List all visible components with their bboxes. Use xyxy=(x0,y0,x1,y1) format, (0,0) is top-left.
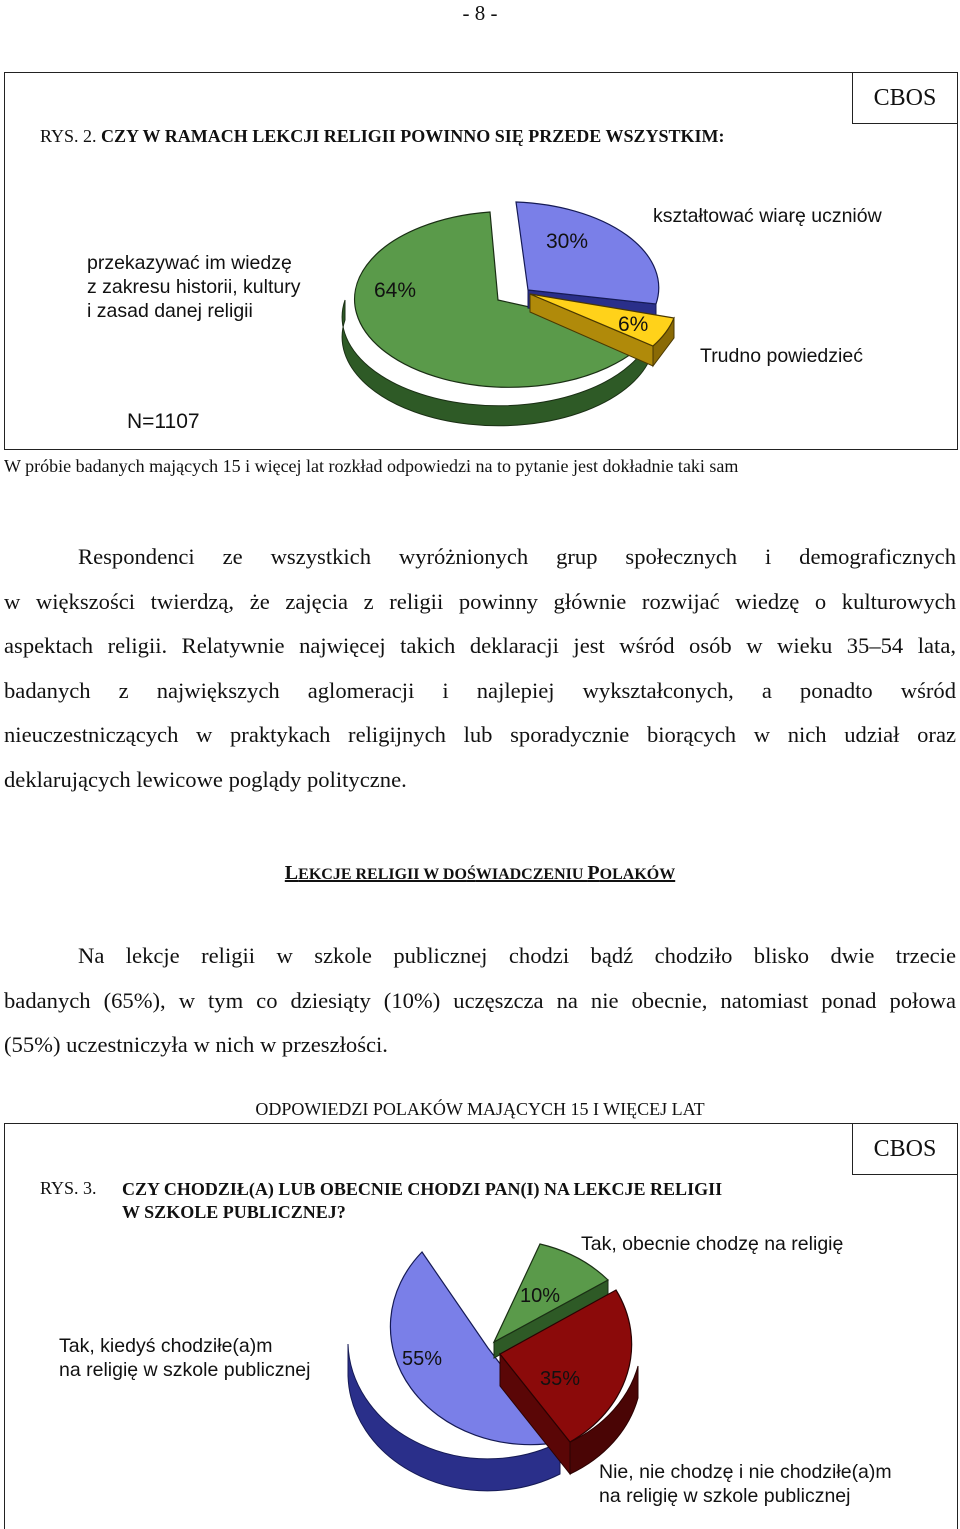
pie-label-64: 64% xyxy=(374,279,417,302)
pie-label-6: 6% xyxy=(618,313,649,336)
legend-current: Tak, obecnie chodzę na religię xyxy=(581,1233,844,1255)
pie-label-10: 10% xyxy=(520,1285,561,1307)
figure-3-cbos-badge: CBOS xyxy=(852,1123,958,1175)
legend-never-line-2: na religię w szkole publicznej xyxy=(599,1485,851,1507)
figure-3-rys: RYS. 3. xyxy=(40,1178,97,1198)
figure-2-title xyxy=(40,126,724,147)
figure-2-question: CZY W RAMACH LEKCJI RELIGII POWINNO SIĘ PRZEDE WSZYSTKIM: xyxy=(101,126,725,146)
paragraph-2-line-1: Na lekcje religii w szkole publicznej chodzi bądź chodziło blisko dwie trzecie xyxy=(78,943,956,968)
legend-history-line-1: przekazywać im wiedzę xyxy=(87,252,292,274)
paragraph-1-line-2: w większości twierdzą, że zajęcia z religii powinny głównie rozwijać wiedzę o kulturowych xyxy=(4,588,956,614)
legend-faith: kształtować wiarę uczniów xyxy=(653,205,882,227)
paragraph-1-line-6: deklarujących lewicowe poglądy polityczne. xyxy=(4,766,407,792)
paragraph-1-line-1: Respondenci ze wszystkich wyróżnionych grup społecznych i demograficznych xyxy=(78,544,956,569)
paragraph-1 xyxy=(4,535,956,803)
figure-3-title-line-1: CZY CHODZIŁ(A) LUB OBECNIE CHODZI PAN(I) NA LEKCJE RELIGII xyxy=(122,1179,723,1199)
legend-hard: Trudno powiedzieć xyxy=(700,345,863,367)
legend-past-line-2: na religię w szkole publicznej xyxy=(59,1359,311,1381)
legend-history-line-3: i zasad danej religii xyxy=(87,300,253,322)
pie-label-35: 35% xyxy=(540,1368,581,1390)
paragraph-1-line-3: aspektach religii. Relatywnie najwięcej takich deklaracji jest wśród osób w wieku 35–54 lata, xyxy=(4,633,956,659)
figure-2-cbos-badge: CBOS xyxy=(852,72,958,124)
paragraph-1-line-5: nieuczestniczących w praktykach religijnych lub sporadycznie biorących w nich udział oraz xyxy=(4,722,956,748)
figure-3-title xyxy=(122,1178,722,1224)
figure-2-note: W próbie badanych mających 15 i więcej lat rozkład odpowiedzi na to pytanie jest dokładnie taki sam xyxy=(4,456,739,476)
legend-history xyxy=(87,251,300,323)
legend-never-line-1: Nie, nie chodzę i nie chodziłe(a)m xyxy=(599,1461,892,1483)
pie-label-55: 55% xyxy=(402,1348,443,1370)
figure-3-title-line-2: W SZKOLE PUBLICZNEJ? xyxy=(122,1202,346,1222)
section-heading: LEKCJE RELIGII W DOŚWIADCZENIU POLAKÓW xyxy=(284,862,676,884)
paragraph-2-line-3: (55%) uczestniczyła w nich w przeszłości. xyxy=(4,1032,388,1058)
pie-label-30: 30% xyxy=(546,230,589,253)
paragraph-2-line-2: badanych (65%), w tym co dziesiąty (10%) uczęszcza na nie obecnie, natomiast ponad połowa xyxy=(4,987,956,1013)
sample-size: N=1107 xyxy=(127,410,200,433)
legend-history-line-2: z zakresu historii, kultury xyxy=(87,276,301,298)
paragraph-2 xyxy=(4,934,956,1068)
legend-never xyxy=(599,1460,892,1508)
page-number: - 8 - xyxy=(462,1,498,25)
legend-past xyxy=(59,1334,310,1382)
figure-2-rys: RYS. 2. xyxy=(40,126,97,146)
figure-3-caption: ODPOWIEDZI POLAKÓW MAJĄCYCH 15 I WIĘCEJ LAT xyxy=(255,1099,705,1119)
pie-slice-faith-top xyxy=(516,202,659,304)
paragraph-1-line-4: badanych z największych aglomeracji i najlepiej wykształconych, a ponadto wśród xyxy=(4,677,956,703)
figure-2-pie-chart xyxy=(300,150,720,440)
legend-past-line-1: Tak, kiedyś chodziłe(a)m xyxy=(59,1335,273,1357)
